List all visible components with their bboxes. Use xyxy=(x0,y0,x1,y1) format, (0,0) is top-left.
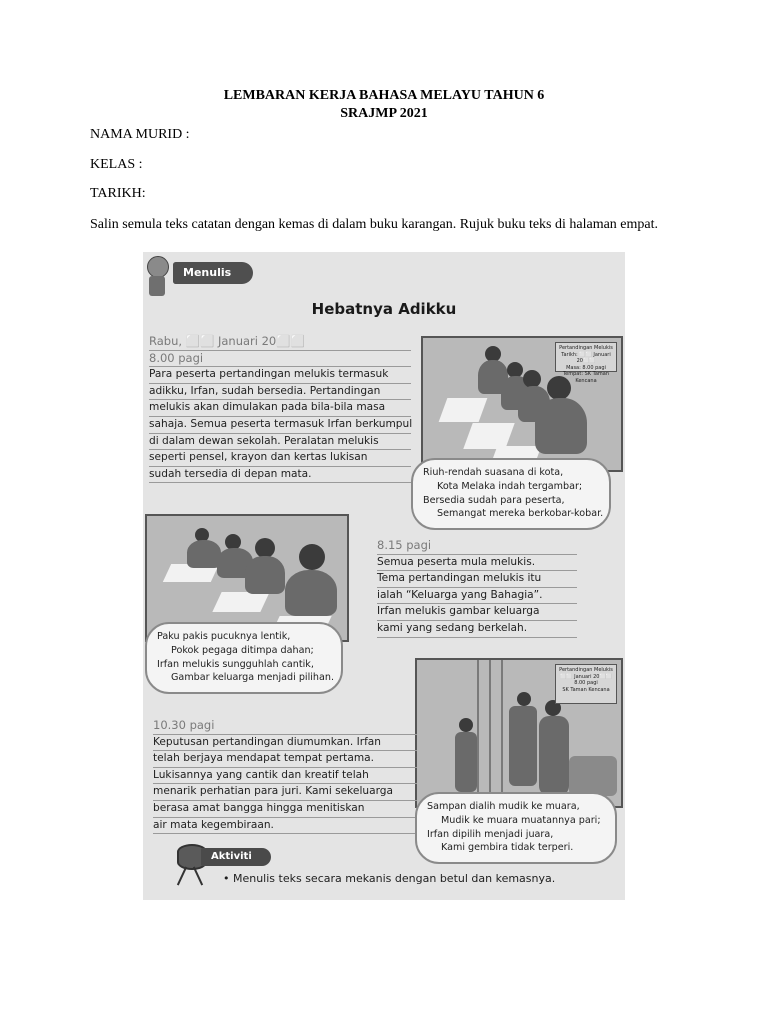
pantun-line: Pokok pegaga ditimpa dahan; xyxy=(171,644,314,656)
activity-text: • Menulis teks secara mekanis dengan betul dan kemasnya. xyxy=(223,872,556,885)
worksheet-subtitle: SRAJMP 2021 xyxy=(340,106,428,121)
entry-line: telah berjaya mendapat tempat pertama. xyxy=(153,751,417,768)
entry-line: air mata kegembiraan. xyxy=(153,818,417,835)
pantun-2 xyxy=(145,622,343,694)
pantun-line: Kota Melaka indah tergambar; xyxy=(437,480,583,492)
worksheet-title: LEMBARAN KERJA BAHASA MELAYU TAHUN 6 xyxy=(223,88,545,103)
entry-time: 8.15 pagi xyxy=(377,538,577,555)
entry-line: seperti pensel, krayon dan kertas lukisan xyxy=(149,450,411,467)
pantun-line: Kami gembira tidak terperi. xyxy=(441,842,574,854)
entry-2 xyxy=(377,538,577,638)
instruction-text: Salin semula teks catatan dengan kemas di dalam buku karangan. Rujuk buku teks di halaman empat. xyxy=(90,217,659,232)
pantun-line: Semangat mereka berkobar-kobar. xyxy=(437,508,604,520)
pantun-3 xyxy=(415,792,617,864)
photo-prize-giving xyxy=(415,658,623,808)
field-nama-murid: NAMA MURID : xyxy=(90,127,190,142)
entry-line: menarik perhatian para juri. Kami sekeluarga xyxy=(153,784,417,801)
poster-line: Pertandingan Melukis xyxy=(559,345,613,351)
pantun-line: Mudik ke muara muatannya pari; xyxy=(441,814,601,826)
entry-time: 8.00 pagi xyxy=(149,351,411,368)
poster-competition xyxy=(555,342,617,384)
poster-line: Pertandingan Melukis xyxy=(559,667,613,673)
poster-line: Tarikh: ⬜⬜ Januari 20⬜⬜ xyxy=(561,351,611,364)
entry-1 xyxy=(149,334,411,483)
entry-line: adikku, Irfan, sudah bersedia. Pertandingan xyxy=(149,384,411,401)
section-label: Menulis xyxy=(173,262,253,284)
pantun-line: Irfan dipilih menjadi juara, xyxy=(427,828,554,840)
poster-line: Masa: 8.00 pagi xyxy=(566,364,606,371)
entry-line: Para peserta pertandingan melukis termasuk xyxy=(149,367,411,384)
pantun-1 xyxy=(411,458,611,530)
entry-line: melukis akan dimulakan pada bila-bila masa xyxy=(149,400,411,417)
entry-line: berasa amat bangga hingga menitiskan xyxy=(153,801,417,818)
pantun-line: Riuh-rendah suasana di kota, xyxy=(423,467,564,478)
mascot-body xyxy=(149,276,165,296)
textbook-scan xyxy=(143,252,625,900)
entry-line: Keputusan pertandingan diumumkan. Irfan xyxy=(153,735,417,752)
drum-stand-left xyxy=(177,867,187,886)
entry-line: Tema pertandingan melukis itu xyxy=(377,571,577,588)
photo-children-waiting xyxy=(421,336,623,472)
poster-line: 8.00 pagi xyxy=(574,680,598,686)
field-tarikh: TARIKH: xyxy=(90,186,146,201)
poster-line: ⬜⬜ Januari 20⬜⬜ xyxy=(560,673,612,680)
entry-line: kami yang sedang berkelah. xyxy=(377,621,577,638)
poster-line: SK Taman Kencana xyxy=(562,686,610,693)
pantun-line: Bersedia sudah para peserta, xyxy=(423,494,565,506)
drum-stand-right xyxy=(193,867,203,886)
entry-line: sudah tersedia di depan mata. xyxy=(149,467,411,484)
poster-line: Tempat: SK Taman Kencana xyxy=(562,371,610,384)
entry-line: ialah “Keluarga yang Bahagia”. xyxy=(377,588,577,605)
pantun-line: Sampan dialih mudik ke muara, xyxy=(427,801,580,812)
pantun-line: Paku pakis pucuknya lentik, xyxy=(157,631,291,642)
pantun-line: Irfan melukis sungguhlah cantik, xyxy=(157,658,314,670)
entry-line: Irfan melukis gambar keluarga xyxy=(377,604,577,621)
entry-3 xyxy=(153,718,417,834)
date-line: Rabu, ⬜⬜ Januari 20⬜⬜ xyxy=(149,334,411,351)
field-kelas: KELAS : xyxy=(90,157,143,172)
entry-time: 10.30 pagi xyxy=(153,718,417,735)
entry-line: Semua peserta mula melukis. xyxy=(377,555,577,572)
pantun-line: Gambar keluarga menjadi pilihan. xyxy=(171,672,335,684)
story-title: Hebatnya Adikku xyxy=(311,300,457,318)
poster-results xyxy=(555,664,617,704)
entry-line: Lukisannya yang cantik dan kreatif telah xyxy=(153,768,417,785)
mascot-icon xyxy=(147,256,169,278)
entry-line: di dalam dewan sekolah. Peralatan melukis xyxy=(149,434,411,451)
activity-label: Aktiviti xyxy=(201,848,271,866)
entry-line: sahaja. Semua peserta termasuk Irfan berkumpul xyxy=(149,417,411,434)
